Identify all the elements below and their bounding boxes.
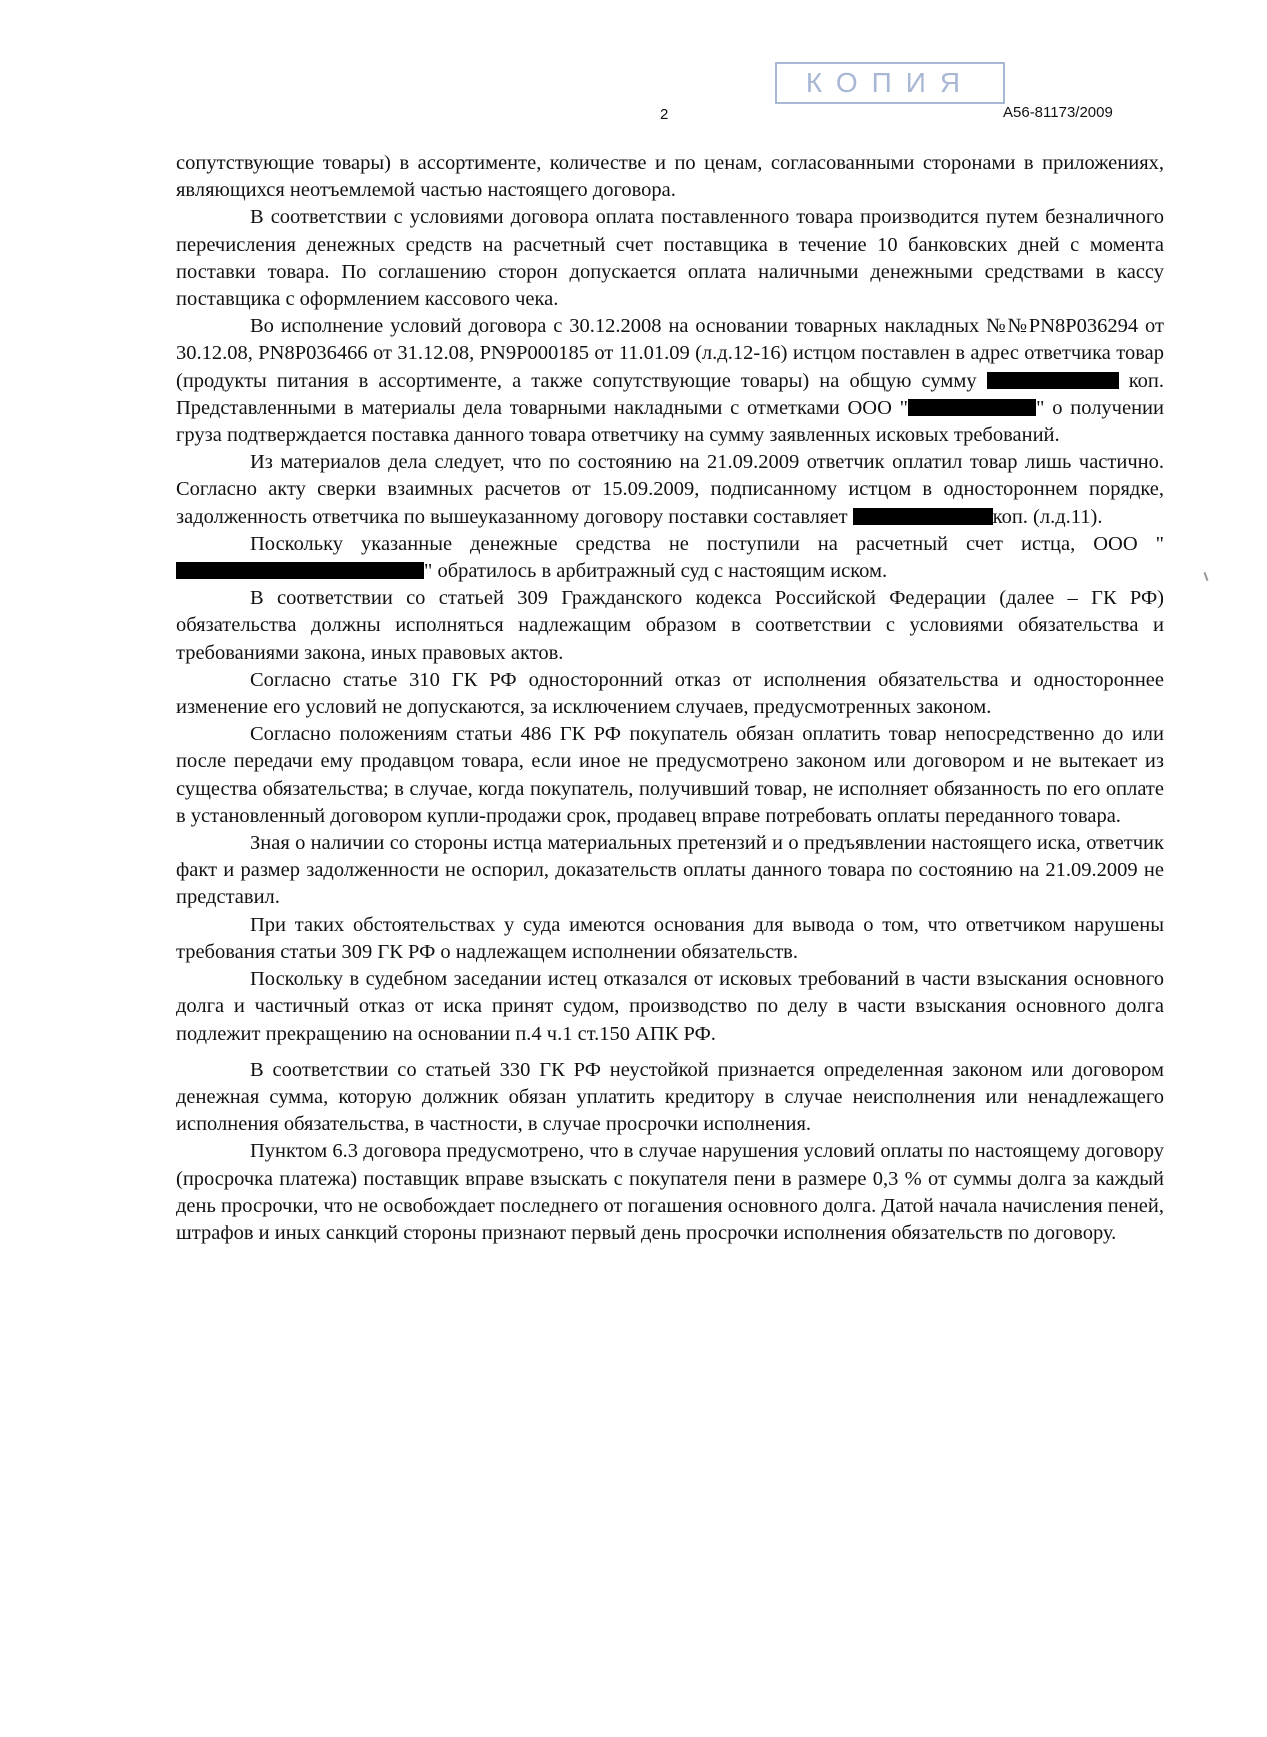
case-number: А56-81173/2009 (1003, 104, 1113, 121)
paragraph: Во исполнение условий договора с 30.12.2008 на основании товарных накладных №№PN8P036294 от 30.12.08, PN8P036466 от 31.12.08, PN9P000185 от 11.01.09 (л.д.12-16) истцом поставлен в адрес ответчика товар (продукты питания в ассортименте, а также сопутствующие товары) на общую сумму коп. Представленными в материалы дела товарными накладными с отметками ООО " " о получении груза подтверждается поставка данного товара ответчику на сумму заявленных исковых требований. (176, 315, 1164, 447)
paragraph: Согласно положениям статьи 486 ГК РФ покупатель обязан оплатить товар непосредственно до или после передачи ему продавцом товара, если иное не предусмотрено законом или договором и не вытекает из существа обязательства; в случае, когда покупатель, получивший товар, не исполняет обязанность по его оплате в установленный договором купли-продажи срок, продавец вправе потребовать оплаты переданного товара. (176, 723, 1164, 827)
redaction-box (987, 372, 1119, 389)
redaction-box (853, 508, 993, 525)
paragraph: В соответствии со статьей 309 Гражданского кодекса Российской Федерации (далее – ГК РФ) обязательства должны исполняться надлежащим образом в соответствии с условиями обязательства и требованиями закона, иных правовых актов. (176, 587, 1164, 664)
redaction-box (176, 562, 424, 579)
paragraph: В соответствии со статьей 330 ГК РФ неустойкой признается определенная законом или договором денежная сумма, которую должник обязан уплатить кредитору в случае неисполнения или ненадлежащего исполнения обязательства, в частности, в случае просрочки исполнения. (176, 1058, 1164, 1136)
paragraph: Пунктом 6.3 договора предусмотрено, что в случае нарушения условий оплаты по настоящему договору (просрочка платежа) поставщик вправе взыскать с покупателя пени в размере 0,3 % от суммы долга за каждый день просрочки, что не освобождает последнего от погашения основного долга. Датой начала начисления пеней, штрафов и иных санкций стороны признают первый день просрочки исполнения обязательств по договору. (176, 1140, 1164, 1244)
paragraph: Из материалов дела следует, что по состоянию на 21.09.2009 ответчик оплатил товар лишь частично. Согласно акту сверки взаимных расчетов от 15.09.2009, подписанному истцом в одностороннем порядке, задолженность ответчика по вышеуказанному договору поставки составляет коп. (л.д.11). (176, 451, 1164, 528)
redaction-box (908, 399, 1036, 416)
paragraph: Поскольку указанные денежные средства не поступили на расчетный счет истца, ООО "" обратилось в арбитражный суд с настоящим иском. (176, 531, 1164, 585)
paragraph: При таких обстоятельствах у суда имеются основания для вывода о том, что ответчиком нарушены требования статьи 309 ГК РФ о надлежащем исполнении обязательств. (176, 913, 1164, 963)
page-number: 2 (660, 106, 669, 123)
paragraph: Зная о наличии со стороны истца материальных претензий и о предъявлении настоящего иска, ответчик факт и размер задолженности не оспорил, доказательств оплаты данного товара по состоянию на 21.09.2009 не представил. (176, 832, 1164, 909)
paragraph: Согласно статье 310 ГК РФ односторонний отказ от исполнения обязательства и одностороннее изменение его условий не допускаются, за исключением случаев, предусмотренных законом. (176, 668, 1164, 719)
paragraph: Поскольку в судебном заседании истец отказался от исковых требований в части взыскания основного долга и частичный отказ от иска принят судом, производство по делу в части взыскания основного долга подлежит прекращению на основании п.4 ч.1 ст.150 АПК РФ. (176, 968, 1164, 1045)
paragraph: сопутствующие товары) в ассортименте, количестве и по ценам, согласованными сторонами в приложениях, являющихся неотъемлемой частью настоящего договора. (176, 152, 1164, 202)
copy-stamp: КОПИЯ (775, 62, 1005, 104)
paragraph: В соответствии с условиями договора оплата поставленного товара производится путем безналичного перечисления денежных средств на расчетный счет поставщика в течение 10 банковских дней с момента поставки товара. По соглашению сторон допускается оплата наличными денежными средствами в кассу поставщика с оформлением кассового чека. (176, 206, 1164, 311)
scan-speck (1204, 572, 1209, 581)
document-body (176, 150, 1164, 1247)
